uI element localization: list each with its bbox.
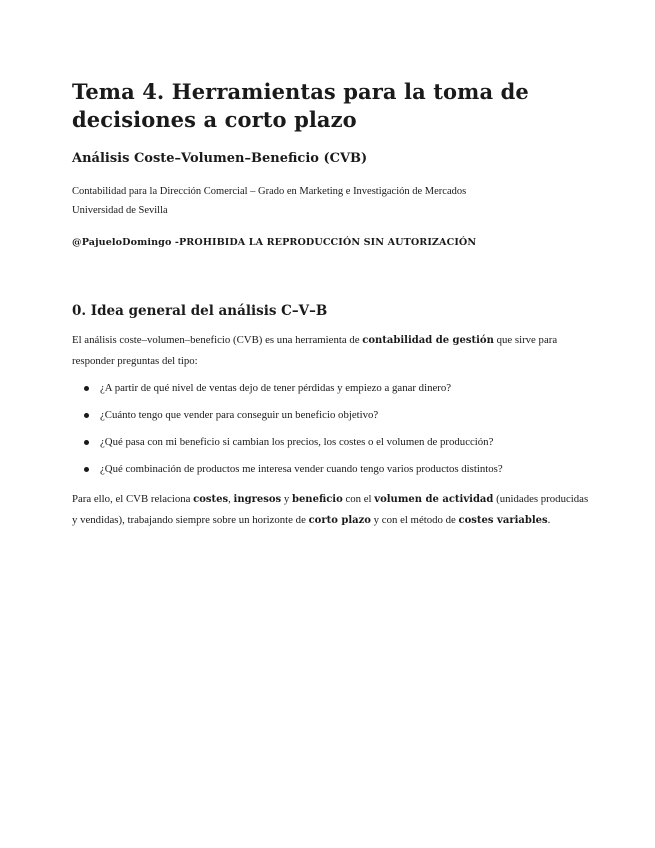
list-item bbox=[72, 381, 595, 395]
list-item-text: ¿Qué pasa con mi beneficio si cambian los precios, los costes o el volumen de producción? bbox=[100, 436, 494, 448]
closing-bold-corto-plazo: corto plazo bbox=[308, 515, 371, 526]
intro-bold-1: contabilidad de gestión bbox=[362, 335, 494, 346]
list-item-text: ¿Cuánto tengo que vender para conseguir un beneficio objetivo? bbox=[100, 409, 379, 421]
document-subtitle: Análisis Coste–Volumen–Beneficio (CVB) bbox=[72, 151, 368, 166]
bullet-icon bbox=[84, 467, 89, 472]
list-item bbox=[72, 462, 595, 476]
closing-bold-ingresos: ingresos bbox=[233, 494, 282, 505]
closing-text-3: y bbox=[281, 493, 292, 505]
list-item bbox=[72, 435, 595, 449]
closing-text-6: y con el método de bbox=[370, 514, 459, 526]
list-item bbox=[72, 408, 595, 422]
intro-text-2: que sirve para responder preguntas del tipo: bbox=[72, 334, 558, 367]
closing-text-7: . bbox=[547, 514, 551, 526]
list-item-text: ¿A partir de qué nivel de ventas dejo de tener pérdidas y empiezo a ganar dinero? bbox=[100, 382, 452, 394]
section-heading: 0. Idea general del análisis C–V–B bbox=[72, 303, 328, 319]
list-item-text: ¿Qué combinación de productos me interesa vender cuando tengo varios productos distintos? bbox=[100, 463, 503, 475]
closing-text-1: Para ello, el CVB relaciona bbox=[72, 493, 194, 505]
closing-bold-costes: costes bbox=[193, 494, 229, 505]
closing-text-5: (unidades producidas y vendidas), trabajando siempre sobre un horizonte de bbox=[72, 493, 589, 526]
bullet-icon bbox=[84, 440, 89, 445]
bullet-icon bbox=[84, 386, 89, 391]
bullet-icon bbox=[84, 413, 89, 418]
intro-text-1: El análisis coste–volumen–beneficio (CVB) es una herramienta de bbox=[72, 334, 363, 346]
intro-paragraph bbox=[72, 330, 595, 371]
closing-bold-beneficio: beneficio bbox=[291, 494, 343, 505]
document-title: Tema 4. Herramientas para la toma de decisiones a corto plazo bbox=[72, 79, 529, 132]
closing-text-4: con el bbox=[342, 493, 375, 505]
course-line: Contabilidad para la Dirección Comercial – Grado en Marketing e Investigación de Mercados bbox=[72, 186, 467, 197]
copyright-warning: @PajueloDomingo -PROHIBIDA LA REPRODUCCIÓN SIN AUTORIZACIÓN bbox=[72, 237, 477, 248]
university-line: Universidad de Sevilla bbox=[72, 205, 168, 216]
question-list bbox=[72, 381, 595, 476]
closing-bold-costes-variables: costes variables bbox=[458, 515, 548, 526]
closing-bold-volumen: volumen de actividad bbox=[374, 494, 494, 505]
closing-paragraph bbox=[72, 489, 595, 531]
closing-text-2: , bbox=[228, 493, 234, 505]
